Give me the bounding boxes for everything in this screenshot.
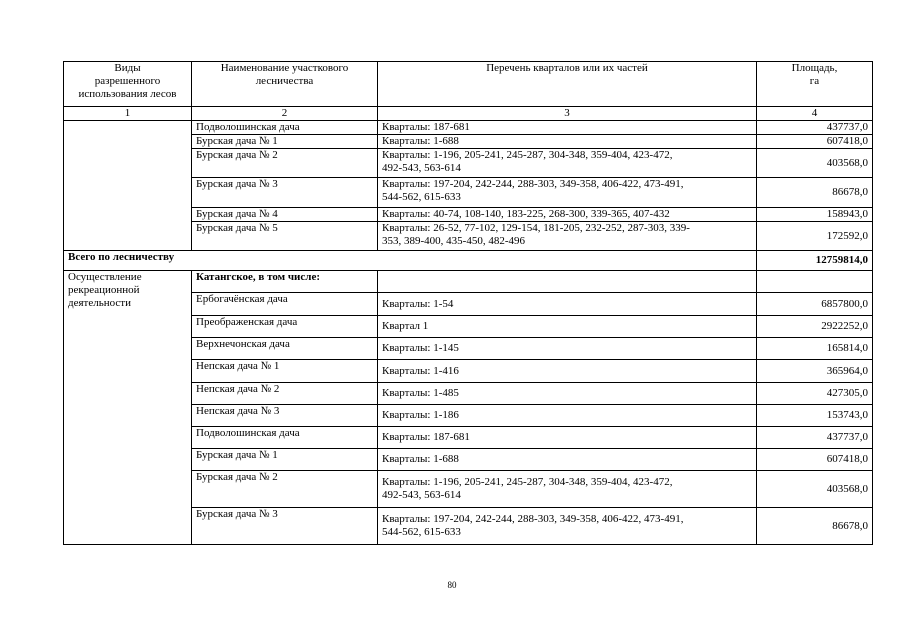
forestry-name: Бурская дача № 1 [192, 135, 378, 149]
quarters-list: Кварталы: 1-688 [378, 135, 757, 149]
area-value: 427305,0 [757, 383, 873, 405]
area-value: 607418,0 [757, 449, 873, 471]
quarters-list: Кварталы: 197-204, 242-244, 288-303, 349-358, 406-422, 473-491, 544-562, 615-633 [378, 508, 757, 545]
forestry-name: Непская дача № 2 [192, 383, 378, 405]
area-value: 2922252,0 [757, 316, 873, 338]
forestry-name: Бурская дача № 3 [192, 508, 378, 545]
quarters-list: Кварталы: 187-681 [378, 121, 757, 135]
total-area: 12759814,0 [757, 251, 873, 271]
area-value: 437737,0 [757, 427, 873, 449]
use-type-cell: Осуществление рекреационной деятельности [64, 271, 192, 545]
area-value: 6857800,0 [757, 293, 873, 316]
area-value: 153743,0 [757, 405, 873, 427]
area-value: 165814,0 [757, 338, 873, 360]
total-label: Всего по лесничеству [64, 251, 757, 271]
header-forestry: Наименование участкового лесничества [192, 62, 378, 107]
forestry-name: Бурская дача № 5 [192, 222, 378, 251]
column-number: 3 [378, 107, 757, 121]
forestry-name: Бурская дача № 2 [192, 149, 378, 178]
forestry-name: Подволошинская дача [192, 121, 378, 135]
forestry-name: Бурская дача № 4 [192, 208, 378, 222]
forestry-name: Непская дача № 1 [192, 360, 378, 383]
quarters-list: Кварталы: 1-688 [378, 449, 757, 471]
forestry-name: Верхнечонская дача [192, 338, 378, 360]
quarters-list: Кварталы: 1-186 [378, 405, 757, 427]
header-area: Площадь, га [757, 62, 873, 107]
area-value [757, 271, 873, 293]
quarters-list: Кварталы: 1-145 [378, 338, 757, 360]
quarters-list: Кварталы: 26-52, 77-102, 129-154, 181-205, 232-252, 287-303, 339- 353, 389-400, 435-450, 482-496 [378, 222, 757, 251]
quarters-list: Кварталы: 1-196, 205-241, 245-287, 304-348, 359-404, 423-472, 492-543, 563-614 [378, 471, 757, 508]
column-number: 4 [757, 107, 873, 121]
quarters-list: Кварталы: 1-416 [378, 360, 757, 383]
quarters-list: Кварталы: 1-485 [378, 383, 757, 405]
quarters-list: Кварталы: 197-204, 242-244, 288-303, 349-358, 406-422, 473-491, 544-562, 615-633 [378, 178, 757, 208]
use-type-cell [64, 121, 192, 251]
table-row [64, 251, 873, 271]
forestry-name: Преображенская дача [192, 316, 378, 338]
quarters-list [378, 271, 757, 293]
forestry-name: Ербогачёнская дача [192, 293, 378, 316]
quarters-list: Квартал 1 [378, 316, 757, 338]
page-number: 80 [447, 580, 457, 590]
forest-use-table [63, 61, 873, 545]
table-body [64, 62, 873, 545]
quarters-list: Кварталы: 187-681 [378, 427, 757, 449]
table-row [64, 121, 873, 135]
column-number: 1 [64, 107, 192, 121]
area-value: 86678,0 [757, 508, 873, 545]
area-value: 172592,0 [757, 222, 873, 251]
area-value: 437737,0 [757, 121, 873, 135]
quarters-list: Кварталы: 1-54 [378, 293, 757, 316]
area-value: 607418,0 [757, 135, 873, 149]
area-value: 403568,0 [757, 471, 873, 508]
header-use-type: Виды разрешенного использования лесов [64, 62, 192, 107]
column-number-row [64, 107, 873, 121]
area-value: 365964,0 [757, 360, 873, 383]
forestry-name: Непская дача № 3 [192, 405, 378, 427]
forestry-name: Бурская дача № 2 [192, 471, 378, 508]
area-value: 158943,0 [757, 208, 873, 222]
area-value: 403568,0 [757, 149, 873, 178]
table-row [64, 271, 873, 293]
column-number: 2 [192, 107, 378, 121]
forestry-name: Бурская дача № 3 [192, 178, 378, 208]
forestry-name: Подволошинская дача [192, 427, 378, 449]
header-quarters: Перечень кварталов или их частей [378, 62, 757, 107]
forestry-heading: Катангское, в том числе: [192, 271, 378, 293]
header-row [64, 62, 873, 107]
area-value: 86678,0 [757, 178, 873, 208]
quarters-list: Кварталы: 40-74, 108-140, 183-225, 268-300, 339-365, 407-432 [378, 208, 757, 222]
quarters-list: Кварталы: 1-196, 205-241, 245-287, 304-348, 359-404, 423-472, 492-543, 563-614 [378, 149, 757, 178]
forestry-name: Бурская дача № 1 [192, 449, 378, 471]
